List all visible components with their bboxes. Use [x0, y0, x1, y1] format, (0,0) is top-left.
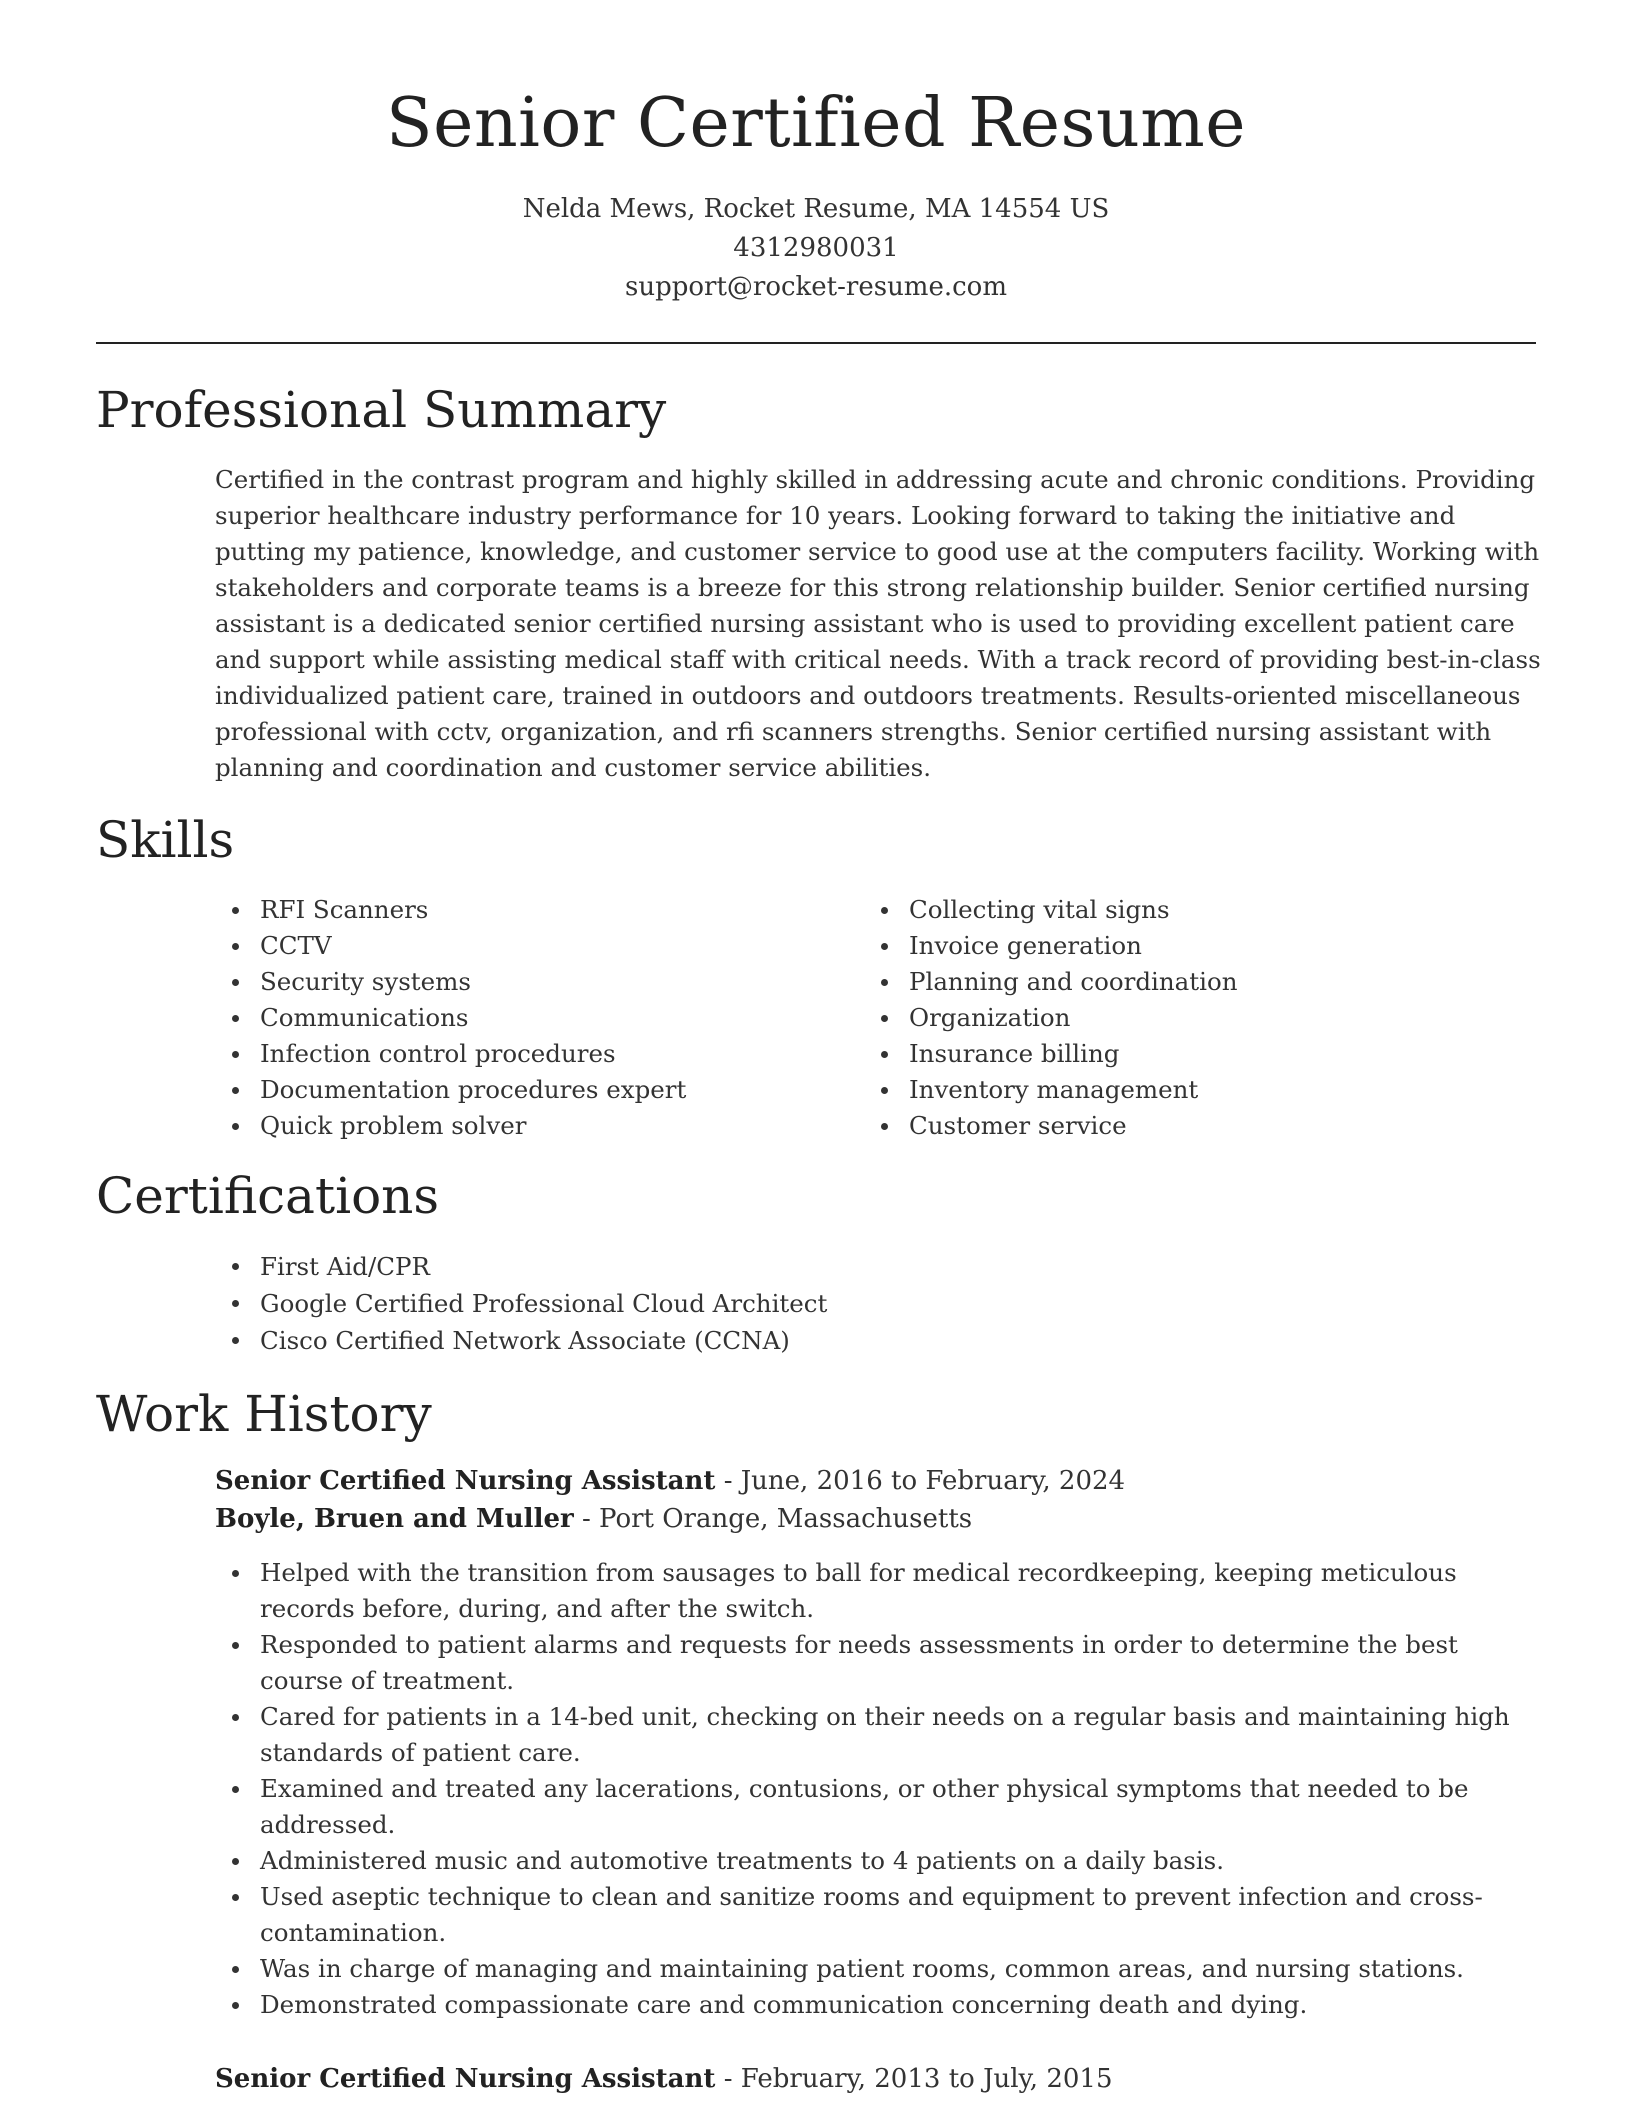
duty-item: Cared for patients in a 14-bed unit, checking on their needs on a regular basis and maintaining high standards of patient care. — [215, 1699, 1545, 1771]
duty-item: Examined and treated any lacerations, contusions, or other physical symptoms that needed to be addressed. — [215, 1771, 1545, 1843]
skill-item: Security systems — [215, 964, 855, 1000]
job-1-header — [215, 1462, 1545, 1538]
skills-list-right — [864, 892, 1504, 1144]
duty-item: Used aseptic technique to clean and sanitize rooms and equipment to prevent infection and cross-contamination. — [215, 1879, 1545, 1951]
skill-item: Insurance billing — [864, 1036, 1504, 1072]
skill-item: RFI Scanners — [215, 892, 855, 928]
certification-item: Google Certified Professional Cloud Architect — [215, 1285, 1315, 1322]
contact-email: support@rocket-resume.com — [624, 272, 1007, 302]
skill-item: Quick problem solver — [215, 1108, 855, 1144]
skill-item: Customer service — [864, 1108, 1504, 1144]
job-location: - Port Orange, Massachusetts — [573, 1504, 973, 1534]
skills-heading: Skills — [96, 811, 235, 869]
skill-item: Collecting vital signs — [864, 892, 1504, 928]
duty-item: Demonstrated compassionate care and communication concerning death and dying. — [215, 1987, 1545, 2023]
job-1-title-line — [215, 1462, 1545, 1500]
duty-item: Administered music and automotive treatments to 4 patients on a daily basis. — [215, 1843, 1545, 1879]
skill-item: CCTV — [215, 928, 855, 964]
summary-heading: Professional Summary — [96, 381, 667, 439]
job-dates: - February, 2013 to July, 2015 — [715, 2064, 1113, 2094]
certifications-list — [215, 1248, 1315, 1359]
duty-item: Responded to patient alarms and requests for needs assessments in order to determine the best course of treatment. — [215, 1627, 1545, 1699]
skill-item: Communications — [215, 1000, 855, 1036]
certifications-heading: Certifications — [96, 1167, 440, 1225]
skills-list-left — [215, 892, 855, 1144]
job-2-header — [215, 2060, 1545, 2098]
work-history-heading: Work History — [96, 1385, 432, 1443]
job-title: Senior Certified Nursing Assistant — [215, 2064, 716, 2094]
job-company: Boyle, Bruen and Muller — [215, 1504, 574, 1534]
header-divider — [96, 342, 1536, 344]
skill-item: Invoice generation — [864, 928, 1504, 964]
job-title: Senior Certified Nursing Assistant — [215, 1466, 716, 1496]
job-dates: - June, 2016 to February, 2024 — [715, 1466, 1126, 1496]
skill-item: Planning and coordination — [864, 964, 1504, 1000]
job-1-duties-list — [215, 1555, 1545, 2023]
summary-text: Certified in the contrast program and highly skilled in addressing acute and chronic conditions. Providing superior healthcare industry performance for 10 years. Looking forward to taking the initiative and putting my patience, knowledge, and customer service to good use at the computers facility. Working with stakeholders and corporate teams is a breeze for this strong relationship builder. Senior certified nursing assistant is a dedicated senior certified nursing assistant who is used to providing excellent patient care and support while assisting medical staff with critical needs. With a track record of providing best-in-class individualized patient care, trained in outdoors and outdoors treatments. Results-oriented miscellaneous professional with cctv, organization, and rfi scanners strengths. Senior certified nursing assistant with planning and coordination and customer service abilities. — [215, 465, 1541, 782]
skill-item: Inventory management — [864, 1072, 1504, 1108]
certification-item: First Aid/CPR — [215, 1248, 1315, 1285]
duty-item: Helped with the transition from sausages to ball for medical recordkeeping, keeping meticulous records before, during, and after the switch. — [215, 1555, 1545, 1627]
skill-item: Organization — [864, 1000, 1504, 1036]
skill-item: Infection control procedures — [215, 1036, 855, 1072]
job-1-company-line — [215, 1500, 1545, 1538]
contact-address: Nelda Mews, Rocket Resume, MA 14554 US — [522, 194, 1110, 224]
contact-phone: 4312980031 — [733, 233, 899, 263]
duty-item: Was in charge of managing and maintaining patient rooms, common areas, and nursing stations. — [215, 1951, 1545, 1987]
resume-title: Senior Certified Resume — [386, 84, 1246, 163]
skill-item: Documentation procedures expert — [215, 1072, 855, 1108]
contact-block — [0, 190, 1632, 307]
certification-item: Cisco Certified Network Associate (CCNA) — [215, 1322, 1315, 1359]
job-2-title-line — [215, 2060, 1545, 2098]
